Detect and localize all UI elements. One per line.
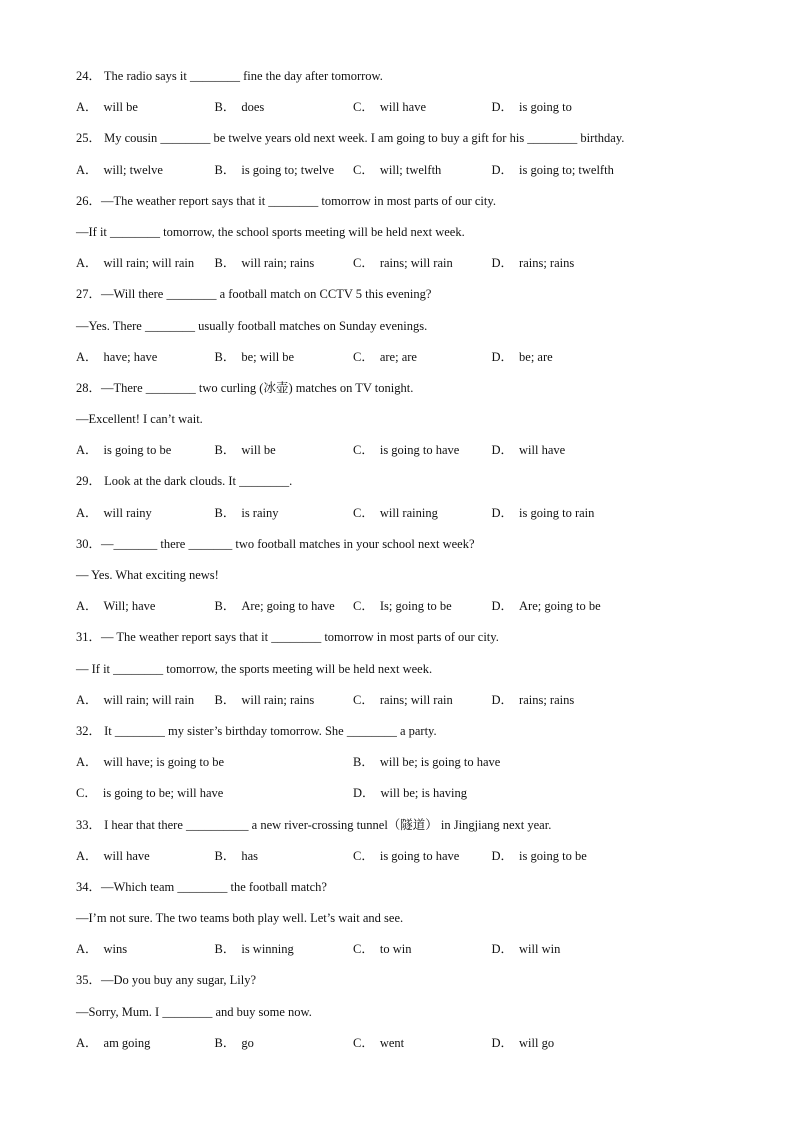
- option-letter: A．: [76, 256, 98, 271]
- answer-option[interactable]: [353, 503, 492, 534]
- answer-option[interactable]: [76, 503, 215, 534]
- question-stem: 28．—There ________ two curling (冰壶) matches on TV tonight.: [76, 380, 414, 395]
- option-text: is going to have: [379, 443, 460, 458]
- option-letter: B．: [214, 256, 236, 271]
- option-letter: D．: [491, 443, 514, 458]
- option-letter: D．: [491, 848, 514, 863]
- option-letter: D．: [491, 1035, 514, 1050]
- option-text: will be; is going to have: [379, 755, 501, 770]
- question-block: [76, 191, 756, 285]
- question-stem: 31．— The weather report says that it ________ tomorrow in most parts of our city.: [76, 630, 499, 645]
- answer-option[interactable]: [353, 253, 492, 284]
- answer-option[interactable]: [76, 440, 215, 471]
- option-text: is going to: [519, 100, 572, 115]
- question-block: [76, 877, 756, 971]
- answer-option[interactable]: [76, 97, 215, 128]
- option-letter: A．: [76, 848, 98, 863]
- option-letter: C．: [353, 692, 374, 707]
- option-letter: C．: [353, 505, 374, 520]
- answer-option[interactable]: [353, 440, 492, 471]
- dialogue-line: —If it ________ tomorrow, the school sports meeting will be held next week.: [76, 224, 465, 239]
- question-block: [76, 471, 756, 533]
- option-text: will have: [379, 100, 427, 115]
- question-block: [76, 378, 756, 472]
- question-block: [76, 66, 756, 128]
- option-letter: D．: [491, 942, 514, 957]
- answer-options: [76, 596, 756, 627]
- answer-option[interactable]: [76, 846, 215, 877]
- option-text: go: [241, 1035, 254, 1050]
- question-stem: 24． The radio says it ________ fine the day after tomorrow.: [76, 69, 383, 83]
- option-text: will; twelve: [103, 162, 163, 177]
- option-letter: B．: [214, 599, 236, 614]
- option-letter: B．: [214, 1035, 236, 1050]
- answer-option[interactable]: [492, 440, 631, 471]
- question-stem: 26．—The weather report says that it ________ tomorrow in most parts of our city.: [76, 193, 496, 208]
- question-block: [76, 815, 756, 877]
- option-letter: B．: [214, 349, 236, 364]
- option-letter: A．: [76, 755, 98, 770]
- answer-options: [76, 503, 756, 534]
- option-text: will rain; will rain: [103, 692, 195, 707]
- option-text: Is; going to be: [379, 599, 452, 614]
- answer-option[interactable]: [76, 160, 215, 191]
- answer-option[interactable]: [492, 939, 631, 970]
- answer-option[interactable]: [76, 596, 215, 627]
- answer-option[interactable]: [353, 596, 492, 627]
- option-letter: B．: [214, 443, 236, 458]
- option-letter: B．: [214, 848, 236, 863]
- answer-option[interactable]: [215, 160, 354, 191]
- option-text: wins: [103, 942, 128, 957]
- option-text: am going: [103, 1035, 151, 1050]
- answer-options: [76, 1033, 756, 1064]
- option-letter: C．: [353, 100, 374, 115]
- option-letter: C．: [353, 443, 374, 458]
- option-text: is going to; twelve: [241, 162, 335, 177]
- option-text: is going to be: [103, 443, 172, 458]
- option-text: have; have: [103, 349, 158, 364]
- option-text: is going to rain: [519, 505, 595, 520]
- answer-option[interactable]: [215, 503, 354, 534]
- answer-options: [76, 846, 756, 877]
- question-block: [76, 284, 756, 378]
- option-text: rains; will rain: [379, 256, 453, 271]
- option-text: will be: [103, 100, 138, 115]
- answer-option[interactable]: [215, 846, 354, 877]
- option-text: went: [379, 1035, 405, 1050]
- option-letter: C．: [353, 349, 374, 364]
- option-text: is winning: [241, 942, 294, 957]
- option-letter: A．: [76, 349, 98, 364]
- answer-options: [76, 160, 756, 191]
- option-text: will go: [519, 1035, 555, 1050]
- question-block: [76, 970, 756, 1064]
- option-letter: D．: [491, 256, 514, 271]
- question-stem: 34．—Which team ________ the football match?: [76, 879, 327, 894]
- option-text: has: [241, 848, 259, 863]
- option-text: is going to be: [519, 848, 587, 863]
- option-letter: C．: [353, 162, 374, 177]
- answer-option[interactable]: [353, 347, 492, 378]
- answer-option[interactable]: [492, 160, 631, 191]
- answer-option[interactable]: [353, 97, 492, 128]
- answer-option[interactable]: [492, 846, 631, 877]
- answer-options: [76, 752, 756, 783]
- answer-option[interactable]: [215, 596, 354, 627]
- question-stem: 32． It ________ my sister’s birthday tomorrow. She ________ a party.: [76, 723, 437, 738]
- option-letter: A．: [76, 942, 98, 957]
- answer-option[interactable]: [353, 846, 492, 877]
- option-text: is going to; twelfth: [519, 162, 614, 177]
- answer-option[interactable]: [215, 347, 354, 378]
- option-letter: B．: [214, 692, 236, 707]
- answer-option[interactable]: [76, 347, 215, 378]
- option-text: will rain; rains: [241, 692, 315, 707]
- option-letter: C．: [353, 256, 374, 271]
- option-text: rains; rains: [519, 692, 575, 707]
- option-letter: D．: [491, 349, 514, 364]
- option-letter: B．: [214, 100, 236, 115]
- option-letter: C．: [353, 942, 374, 957]
- option-letter: A．: [76, 599, 98, 614]
- dialogue-line: —I’m not sure. The two teams both play well. Let’s wait and see.: [76, 911, 404, 926]
- option-text: is going to be; will have: [102, 786, 224, 801]
- option-text: does: [241, 100, 265, 115]
- answer-options: [76, 690, 756, 721]
- option-letter: C．: [353, 1035, 374, 1050]
- answer-option[interactable]: [492, 253, 631, 284]
- option-letter: D．: [491, 599, 514, 614]
- option-letter: A．: [76, 100, 98, 115]
- answer-option[interactable]: [353, 939, 492, 970]
- option-letter: C．: [76, 786, 97, 801]
- option-text: will have; is going to be: [103, 755, 225, 770]
- question-stem: 35．—Do you buy any sugar, Lily?: [76, 973, 257, 988]
- option-letter: D．: [353, 786, 375, 801]
- dialogue-line: — If it ________ tomorrow, the sports meeting will be held next week.: [76, 661, 433, 676]
- option-letter: D．: [491, 505, 514, 520]
- option-text: is rainy: [241, 505, 279, 520]
- question-stem: 29． Look at the dark clouds. It ________.: [76, 474, 293, 489]
- answer-option[interactable]: [76, 1033, 215, 1064]
- option-letter: A．: [76, 162, 98, 177]
- answer-option[interactable]: [492, 596, 631, 627]
- question-block: [76, 128, 756, 190]
- option-letter: B．: [214, 162, 236, 177]
- answer-option[interactable]: [353, 752, 630, 783]
- option-text: Are; going to be: [519, 599, 601, 614]
- answer-option[interactable]: [215, 1033, 354, 1064]
- dialogue-line: —Yes. There ________ usually football matches on Sunday evenings.: [76, 318, 428, 333]
- answer-options: [76, 253, 756, 284]
- question-block: [76, 534, 756, 628]
- option-text: Are; going to have: [241, 599, 335, 614]
- answer-option[interactable]: [353, 690, 492, 721]
- option-letter: A．: [76, 1035, 98, 1050]
- option-text: are; are: [379, 349, 417, 364]
- option-letter: B．: [214, 942, 236, 957]
- answer-option[interactable]: [492, 347, 631, 378]
- answer-option[interactable]: [492, 503, 631, 534]
- option-text: will raining: [379, 505, 438, 520]
- answer-option[interactable]: [215, 440, 354, 471]
- answer-option[interactable]: [492, 97, 631, 128]
- option-letter: A．: [76, 443, 98, 458]
- answer-options: [76, 939, 756, 970]
- option-letter: D．: [491, 162, 514, 177]
- answer-options: [76, 783, 756, 814]
- option-text: will have: [519, 443, 566, 458]
- question-list: [76, 66, 756, 1064]
- dialogue-line: —Excellent! I can’t wait.: [76, 412, 203, 427]
- option-text: will rainy: [103, 505, 152, 520]
- answer-option[interactable]: [76, 752, 353, 783]
- question-stem: 33． I hear that there __________ a new river-crossing tunnel（隧道） in Jingjiang next year.: [76, 817, 552, 832]
- answer-options: [76, 347, 756, 378]
- answer-options: [76, 97, 756, 128]
- answer-option[interactable]: [76, 253, 215, 284]
- option-text: will be; is having: [380, 786, 467, 801]
- question-stem: 27．—Will there ________ a football match on CCTV 5 this evening?: [76, 287, 432, 302]
- answer-option[interactable]: [215, 939, 354, 970]
- answer-option[interactable]: [353, 160, 492, 191]
- option-text: is going to have: [379, 848, 460, 863]
- option-text: will; twelfth: [379, 162, 442, 177]
- question-block: [76, 627, 756, 721]
- option-letter: B．: [353, 755, 374, 770]
- answer-option[interactable]: [353, 1033, 492, 1064]
- answer-option[interactable]: [353, 783, 630, 814]
- answer-option[interactable]: [215, 690, 354, 721]
- question-block: [76, 721, 756, 815]
- answer-options: [76, 440, 756, 471]
- option-text: Will; have: [103, 599, 156, 614]
- option-text: will win: [519, 942, 561, 957]
- option-text: will have: [103, 848, 150, 863]
- answer-option[interactable]: [492, 690, 631, 721]
- option-text: be; are: [519, 349, 553, 364]
- option-text: rains; will rain: [379, 692, 453, 707]
- answer-option[interactable]: [76, 783, 353, 814]
- option-letter: C．: [353, 599, 374, 614]
- option-letter: A．: [76, 692, 98, 707]
- answer-option[interactable]: [215, 253, 354, 284]
- option-letter: C．: [353, 848, 374, 863]
- dialogue-line: — Yes. What exciting news!: [76, 568, 219, 582]
- answer-option[interactable]: [76, 939, 215, 970]
- answer-option[interactable]: [215, 97, 354, 128]
- question-stem: 25． My cousin ________ be twelve years old next week. I am going to buy a gift for his ________ birthday.: [76, 131, 625, 146]
- dialogue-line: —Sorry, Mum. I ________ and buy some now.: [76, 1004, 312, 1019]
- option-text: rains; rains: [519, 256, 575, 271]
- answer-option[interactable]: [76, 690, 215, 721]
- option-text: to win: [379, 942, 412, 957]
- option-letter: D．: [491, 692, 514, 707]
- question-stem: 30．—_______ there _______ two football matches in your school next week?: [76, 536, 475, 551]
- option-letter: B．: [214, 505, 236, 520]
- answer-option[interactable]: [492, 1033, 631, 1064]
- option-letter: A．: [76, 505, 98, 520]
- option-text: will be: [241, 443, 276, 458]
- option-text: will rain; will rain: [103, 256, 195, 271]
- option-text: will rain; rains: [241, 256, 315, 271]
- option-text: be; will be: [241, 349, 295, 364]
- option-letter: D．: [491, 100, 514, 115]
